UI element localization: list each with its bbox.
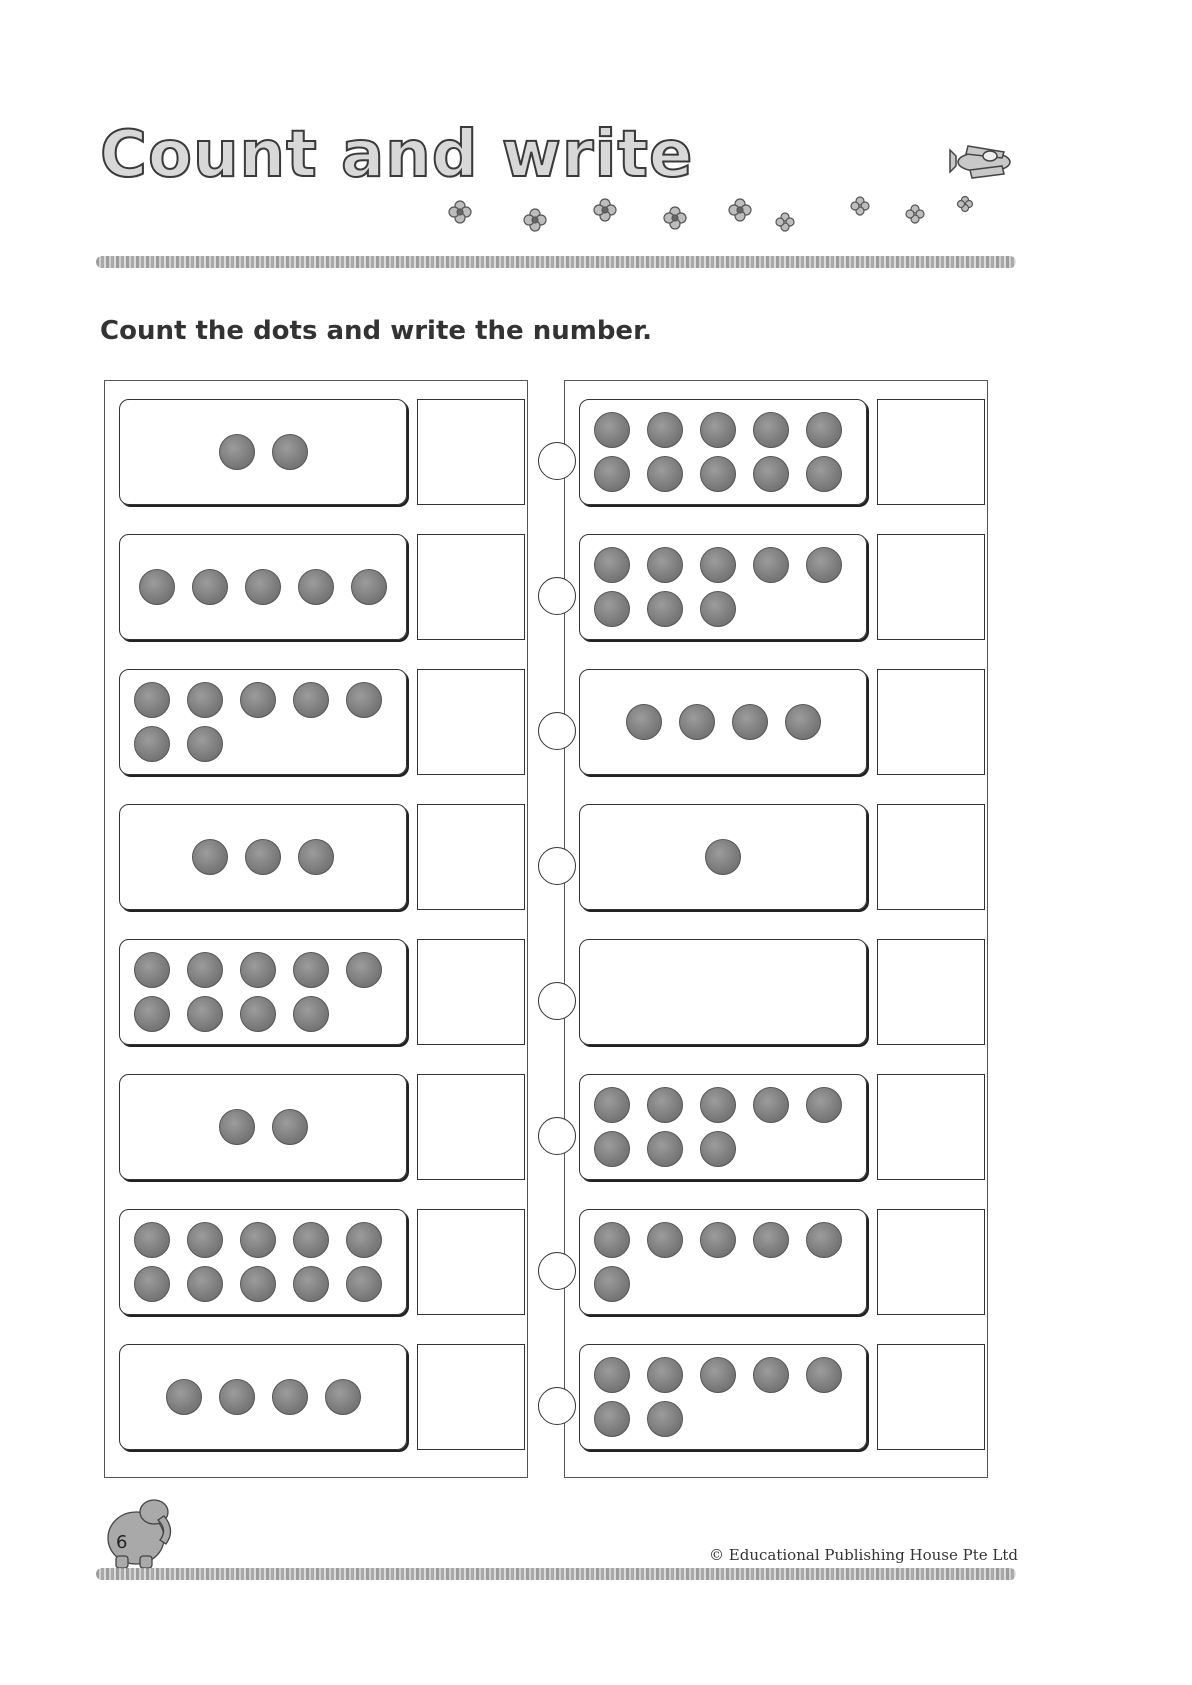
count-dot	[679, 704, 715, 740]
count-dot	[806, 1222, 842, 1258]
count-dot	[293, 952, 329, 988]
answer-box[interactable]	[877, 534, 985, 640]
count-dot	[187, 726, 223, 762]
right-row	[565, 530, 987, 640]
dot-group	[594, 1087, 852, 1167]
right-row	[565, 935, 987, 1045]
right-row	[565, 1205, 987, 1315]
count-dot	[325, 1379, 361, 1415]
count-dot	[594, 1222, 630, 1258]
dot-card	[119, 534, 407, 640]
count-dot	[192, 839, 228, 875]
dot-group	[594, 839, 852, 875]
binder-ring	[538, 712, 576, 750]
count-dot	[647, 412, 683, 448]
left-panel	[104, 380, 528, 1478]
binder-ring	[538, 1387, 576, 1425]
left-row	[105, 1340, 527, 1450]
binder-ring	[538, 577, 576, 615]
answer-box[interactable]	[417, 534, 525, 640]
count-dot	[346, 682, 382, 718]
count-dot	[753, 1087, 789, 1123]
count-dot	[351, 569, 387, 605]
count-dot	[240, 1222, 276, 1258]
count-dot	[700, 591, 736, 627]
count-dot	[806, 547, 842, 583]
count-dot	[219, 1379, 255, 1415]
count-dot	[346, 952, 382, 988]
answer-box[interactable]	[877, 1209, 985, 1315]
binder-ring	[538, 442, 576, 480]
count-dot	[134, 996, 170, 1032]
answer-box[interactable]	[877, 804, 985, 910]
answer-box[interactable]	[417, 1209, 525, 1315]
count-dot	[187, 996, 223, 1032]
dot-group	[134, 682, 392, 762]
count-dot	[700, 456, 736, 492]
count-dot	[647, 1222, 683, 1258]
dot-card	[579, 939, 867, 1045]
count-dot	[187, 1266, 223, 1302]
count-dot	[134, 682, 170, 718]
dot-card	[579, 1344, 867, 1450]
count-dot	[700, 1222, 736, 1258]
count-dot	[705, 839, 741, 875]
dot-card	[579, 534, 867, 640]
dot-card	[119, 804, 407, 910]
count-dot	[346, 1266, 382, 1302]
right-row	[565, 800, 987, 910]
count-dot	[594, 456, 630, 492]
answer-box[interactable]	[877, 1344, 985, 1450]
answer-box[interactable]	[417, 399, 525, 505]
answer-box[interactable]	[417, 669, 525, 775]
count-dot	[245, 839, 281, 875]
dot-group	[594, 704, 852, 740]
right-panel	[564, 380, 988, 1478]
count-dot	[134, 952, 170, 988]
count-dot	[753, 1222, 789, 1258]
count-dot	[753, 456, 789, 492]
airplane-icon	[946, 132, 1022, 188]
count-dot	[594, 1087, 630, 1123]
left-row	[105, 1205, 527, 1315]
left-row	[105, 935, 527, 1045]
binder-ring	[538, 982, 576, 1020]
answer-box[interactable]	[877, 669, 985, 775]
dot-group	[594, 547, 852, 627]
binder-ring	[538, 1117, 576, 1155]
copyright-text: © Educational Publishing House Pte Ltd	[709, 1546, 1018, 1564]
count-dot	[298, 839, 334, 875]
count-dot	[700, 1357, 736, 1393]
page-title: Count and write	[100, 118, 694, 192]
left-row	[105, 395, 527, 505]
binder-spine	[548, 380, 568, 1478]
count-dot	[753, 1357, 789, 1393]
count-dot	[647, 1131, 683, 1167]
count-dot	[806, 1087, 842, 1123]
count-dot	[272, 1379, 308, 1415]
count-dot	[293, 996, 329, 1032]
dot-group	[594, 1357, 852, 1437]
flower-trail-decoration	[430, 140, 1030, 240]
count-dot	[187, 952, 223, 988]
count-dot	[219, 434, 255, 470]
count-dot	[192, 569, 228, 605]
dot-card	[119, 669, 407, 775]
dot-group	[134, 1379, 392, 1415]
answer-box[interactable]	[417, 1074, 525, 1180]
dot-card	[119, 1344, 407, 1450]
answer-box[interactable]	[417, 1344, 525, 1450]
count-dot	[240, 996, 276, 1032]
count-dot	[753, 412, 789, 448]
right-row	[565, 1340, 987, 1450]
count-dot	[594, 591, 630, 627]
count-dot	[594, 1266, 630, 1302]
count-dot	[700, 1131, 736, 1167]
left-row	[105, 665, 527, 775]
count-dot	[594, 412, 630, 448]
answer-box[interactable]	[417, 939, 525, 1045]
count-dot	[187, 1222, 223, 1258]
count-dot	[594, 547, 630, 583]
count-dot	[700, 1087, 736, 1123]
count-dot	[594, 1131, 630, 1167]
count-dot	[806, 1357, 842, 1393]
count-dot	[240, 952, 276, 988]
count-dot	[272, 434, 308, 470]
count-dot	[626, 704, 662, 740]
answer-box[interactable]	[877, 1074, 985, 1180]
count-dot	[219, 1109, 255, 1145]
left-row	[105, 1070, 527, 1180]
count-dot	[647, 591, 683, 627]
count-dot	[647, 547, 683, 583]
dot-group	[134, 1222, 392, 1302]
count-dot	[293, 1222, 329, 1258]
dot-card	[579, 804, 867, 910]
count-dot	[594, 1357, 630, 1393]
count-dot	[298, 569, 334, 605]
binder-ring	[538, 847, 576, 885]
dot-card	[119, 939, 407, 1045]
dot-card	[119, 1074, 407, 1180]
dot-card	[579, 669, 867, 775]
count-dot	[293, 1266, 329, 1302]
count-dot	[647, 1087, 683, 1123]
count-dot	[134, 1222, 170, 1258]
dot-group	[594, 1222, 852, 1302]
count-dot	[346, 1222, 382, 1258]
dot-group	[134, 434, 392, 470]
count-dot	[732, 704, 768, 740]
instruction-text: Count the dots and write the number.	[100, 316, 653, 346]
dot-group	[134, 1109, 392, 1145]
answer-box[interactable]	[417, 804, 525, 910]
dot-card	[579, 1074, 867, 1180]
answer-box[interactable]	[877, 939, 985, 1045]
count-dot	[240, 682, 276, 718]
count-dot	[785, 704, 821, 740]
count-dot	[594, 1401, 630, 1437]
count-dot	[272, 1109, 308, 1145]
dot-card	[119, 399, 407, 505]
dot-group	[594, 412, 852, 492]
count-dot	[700, 412, 736, 448]
right-row	[565, 665, 987, 775]
count-dot	[647, 1357, 683, 1393]
count-dot	[753, 547, 789, 583]
footer-divider	[96, 1568, 1016, 1580]
count-dot	[166, 1379, 202, 1415]
dot-group	[134, 952, 392, 1032]
count-dot	[134, 726, 170, 762]
count-dot	[700, 547, 736, 583]
dot-group	[134, 569, 392, 605]
count-dot	[647, 1401, 683, 1437]
right-row	[565, 395, 987, 505]
count-dot	[187, 682, 223, 718]
dot-group	[134, 839, 392, 875]
dot-card	[579, 1209, 867, 1315]
left-row	[105, 800, 527, 910]
count-dot	[806, 412, 842, 448]
dot-card	[119, 1209, 407, 1315]
count-dot	[139, 569, 175, 605]
count-dot	[134, 1266, 170, 1302]
count-dot	[806, 456, 842, 492]
elephant-icon	[96, 1490, 178, 1572]
left-row	[105, 530, 527, 640]
count-dot	[647, 456, 683, 492]
count-dot	[293, 682, 329, 718]
count-dot	[240, 1266, 276, 1302]
right-row	[565, 1070, 987, 1180]
binder-ring	[538, 1252, 576, 1290]
answer-box[interactable]	[877, 399, 985, 505]
header-divider	[96, 256, 1016, 268]
page-number: 6	[116, 1532, 128, 1553]
count-dot	[245, 569, 281, 605]
dot-card	[579, 399, 867, 505]
